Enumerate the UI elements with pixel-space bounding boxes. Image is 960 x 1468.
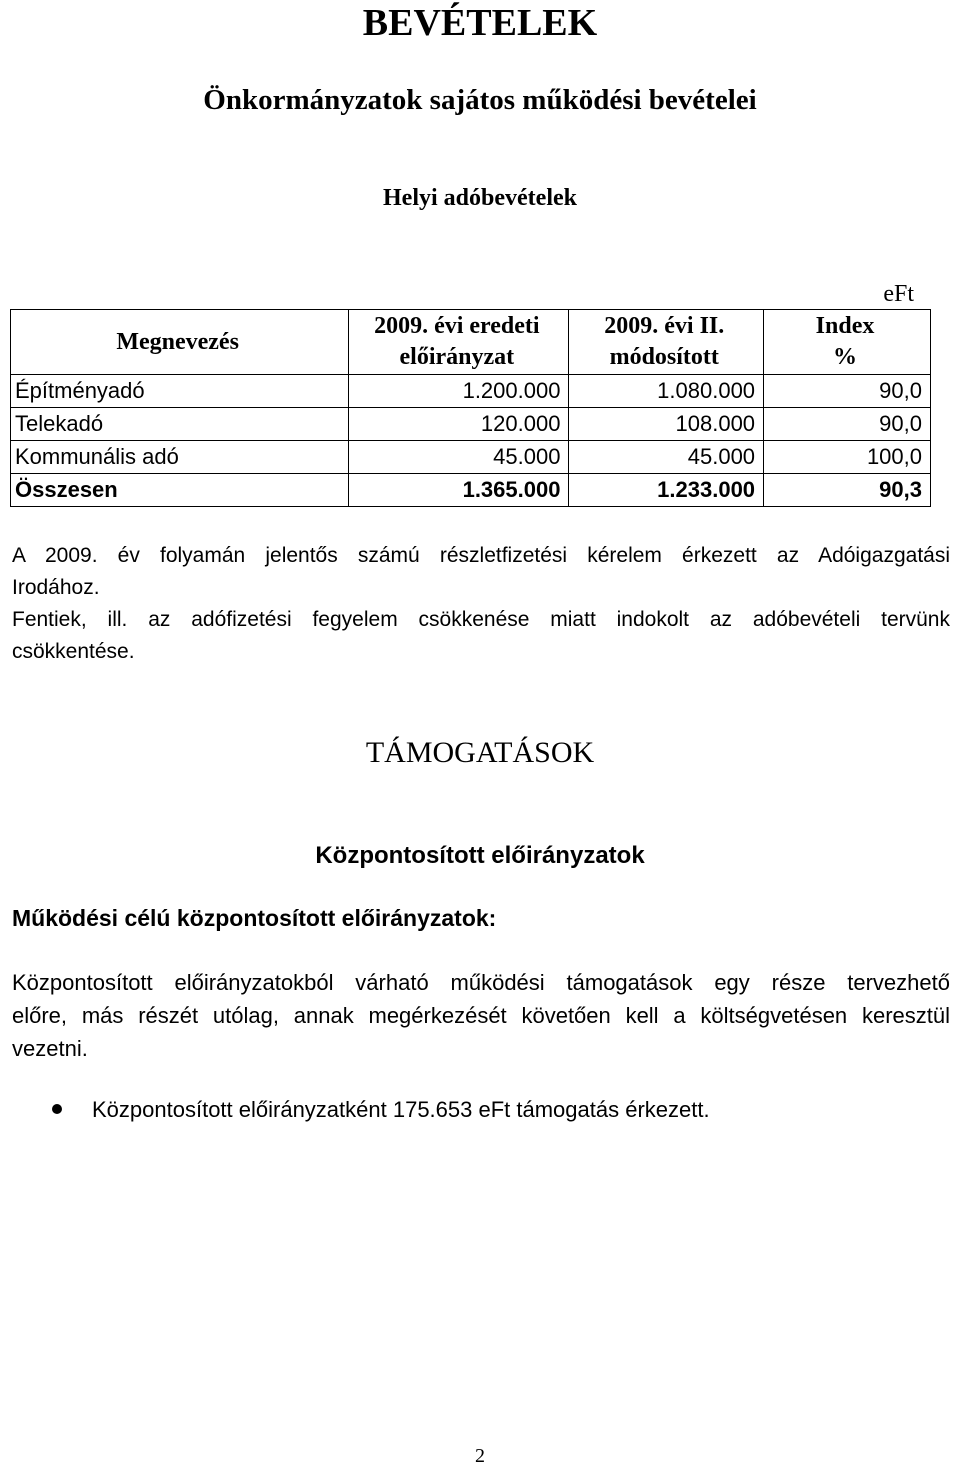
row-modified: 1.233.000 — [569, 474, 764, 507]
header-name: Megnevezés — [11, 310, 349, 375]
unit-label: eFt — [883, 281, 914, 307]
support-paragraph-line-1: Központosított előirányzatokból várható működési támogatások egy része tervezhető — [12, 970, 950, 995]
row-modified: 108.000 — [569, 408, 764, 441]
support-subtitle: Központosított előirányzatok — [315, 842, 645, 869]
table-row — [11, 441, 931, 474]
row-original: 45.000 — [349, 441, 569, 474]
header-modified — [569, 310, 764, 375]
row-original: 1.200.000 — [349, 375, 569, 408]
table-row — [11, 375, 931, 408]
header-original — [349, 310, 569, 375]
support-paragraph-line-3: vezetni. — [12, 1036, 88, 1061]
row-name: Kommunális adó — [11, 441, 349, 474]
bullet-item — [52, 1092, 710, 1128]
paragraph-1-line-2: Irodához. — [12, 576, 100, 599]
tax-revenue-table — [10, 309, 931, 507]
header-modified-line1: 2009. évi II. — [604, 313, 725, 339]
page-number: 2 — [475, 1445, 485, 1467]
header-original-line2: előirányzat — [399, 344, 515, 370]
table-total-row — [11, 474, 931, 507]
row-index: 90,3 — [764, 474, 931, 507]
table-header-row — [11, 310, 931, 375]
paragraph-2-line-1: Fentiek, ill. az adófizetési fegyelem csökkenése miatt indokolt az adóbevételi tervünk — [12, 608, 950, 631]
row-original: 120.000 — [349, 408, 569, 441]
row-name: Építményadó — [11, 375, 349, 408]
header-modified-line2: módosított — [609, 344, 719, 370]
row-index: 100,0 — [764, 441, 931, 474]
header-index-line1: Index — [815, 313, 875, 339]
support-paragraph-line-2: előre, más részét utólag, annak megérkezését követően kell a költségvetésen keresztül — [12, 1003, 950, 1028]
paragraph-2-line-2: csökkentése. — [12, 640, 135, 663]
row-index: 90,0 — [764, 375, 931, 408]
section-heading: Helyi adóbevételek — [383, 185, 577, 211]
header-original-line1: 2009. évi eredeti — [374, 313, 540, 339]
row-name: Telekadó — [11, 408, 349, 441]
row-name: Összesen — [11, 474, 349, 507]
header-index-line2: % — [833, 344, 858, 370]
header-index — [764, 310, 931, 375]
row-index: 90,0 — [764, 408, 931, 441]
document-subtitle: Önkormányzatok sajátos működési bevételei — [203, 84, 757, 116]
bullet-icon — [52, 1104, 62, 1114]
paragraph-1-line-1: A 2009. év folyamán jelentős számú részletfizetési kérelem érkezett az Adóigazgatási — [12, 544, 950, 567]
support-title: TÁMOGATÁSOK — [365, 736, 595, 769]
bullet-text: Központosított előirányzatként 175.653 eFt támogatás érkezett. — [92, 1097, 710, 1122]
support-left-heading: Működési célú központosított előirányzatok: — [12, 905, 497, 931]
row-original: 1.365.000 — [349, 474, 569, 507]
row-modified: 45.000 — [569, 441, 764, 474]
document-title: BEVÉTELEK — [362, 2, 598, 44]
row-modified: 1.080.000 — [569, 375, 764, 408]
table-row — [11, 408, 931, 441]
